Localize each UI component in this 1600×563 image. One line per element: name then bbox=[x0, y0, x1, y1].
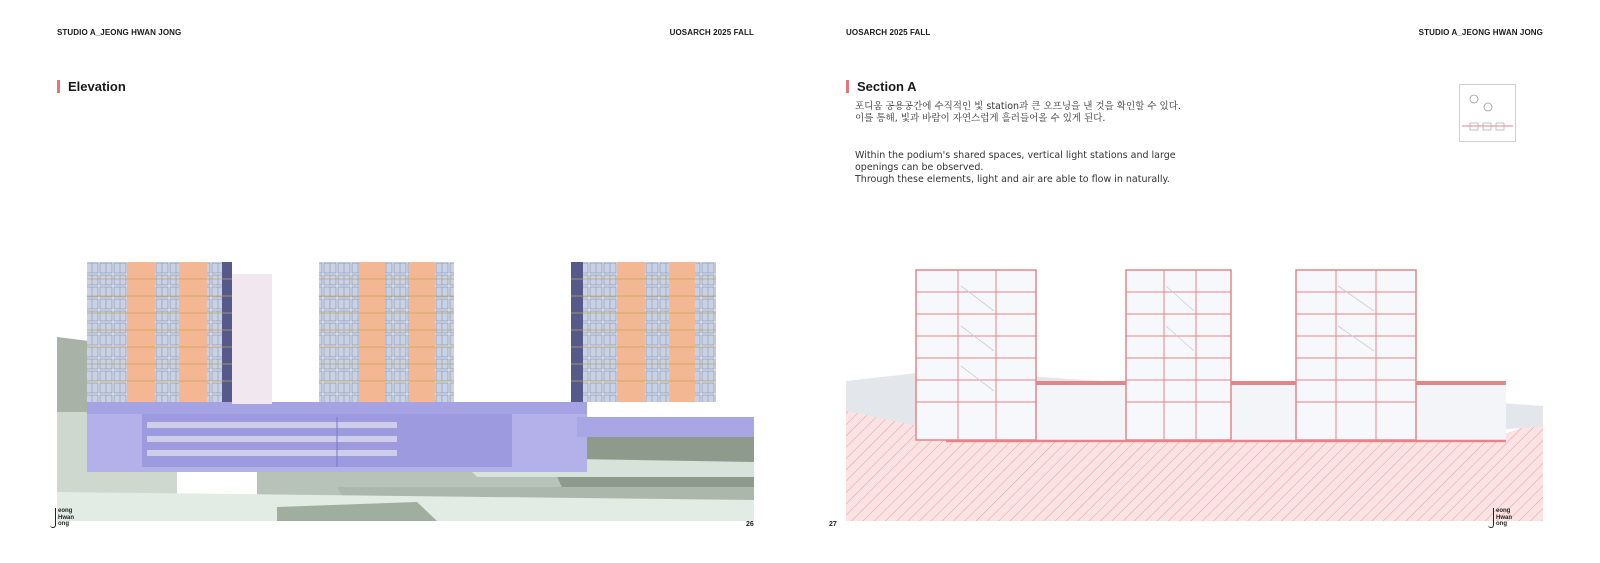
page-number: 26 bbox=[746, 521, 754, 528]
elevation-drawing bbox=[57, 262, 754, 521]
header-studio: STUDIO A_JEONG HWAN JONG bbox=[57, 28, 182, 37]
header-studio: STUDIO A_JEONG HWAN JONG bbox=[1418, 28, 1543, 37]
section-title: Elevation bbox=[57, 80, 126, 93]
jhj-logo: eong Hwan ong bbox=[50, 508, 76, 530]
description-korean: 포디움 공용공간에 수직적인 빛 station과 큰 오프닝을 낸 것을 확인할 수 있다. 이를 통해, 빛과 바람이 자연스럽게 흘러들어올 수 있게 된다. bbox=[855, 101, 1181, 124]
right-page bbox=[800, 0, 1600, 563]
page-number: 27 bbox=[829, 521, 837, 528]
jhj-logo: eong Hwan ong bbox=[1488, 508, 1514, 530]
key-plan-map bbox=[1459, 84, 1516, 142]
header-course: UOSARCH 2025 FALL bbox=[669, 28, 754, 37]
description-english: Within the podium's shared spaces, vertical light stations and large openings can be observed. Through these elements, light and air are able to flow in naturally. bbox=[855, 150, 1176, 185]
section-title: Section A bbox=[846, 80, 916, 93]
header-course: UOSARCH 2025 FALL bbox=[846, 28, 931, 37]
section-drawing bbox=[846, 266, 1543, 521]
